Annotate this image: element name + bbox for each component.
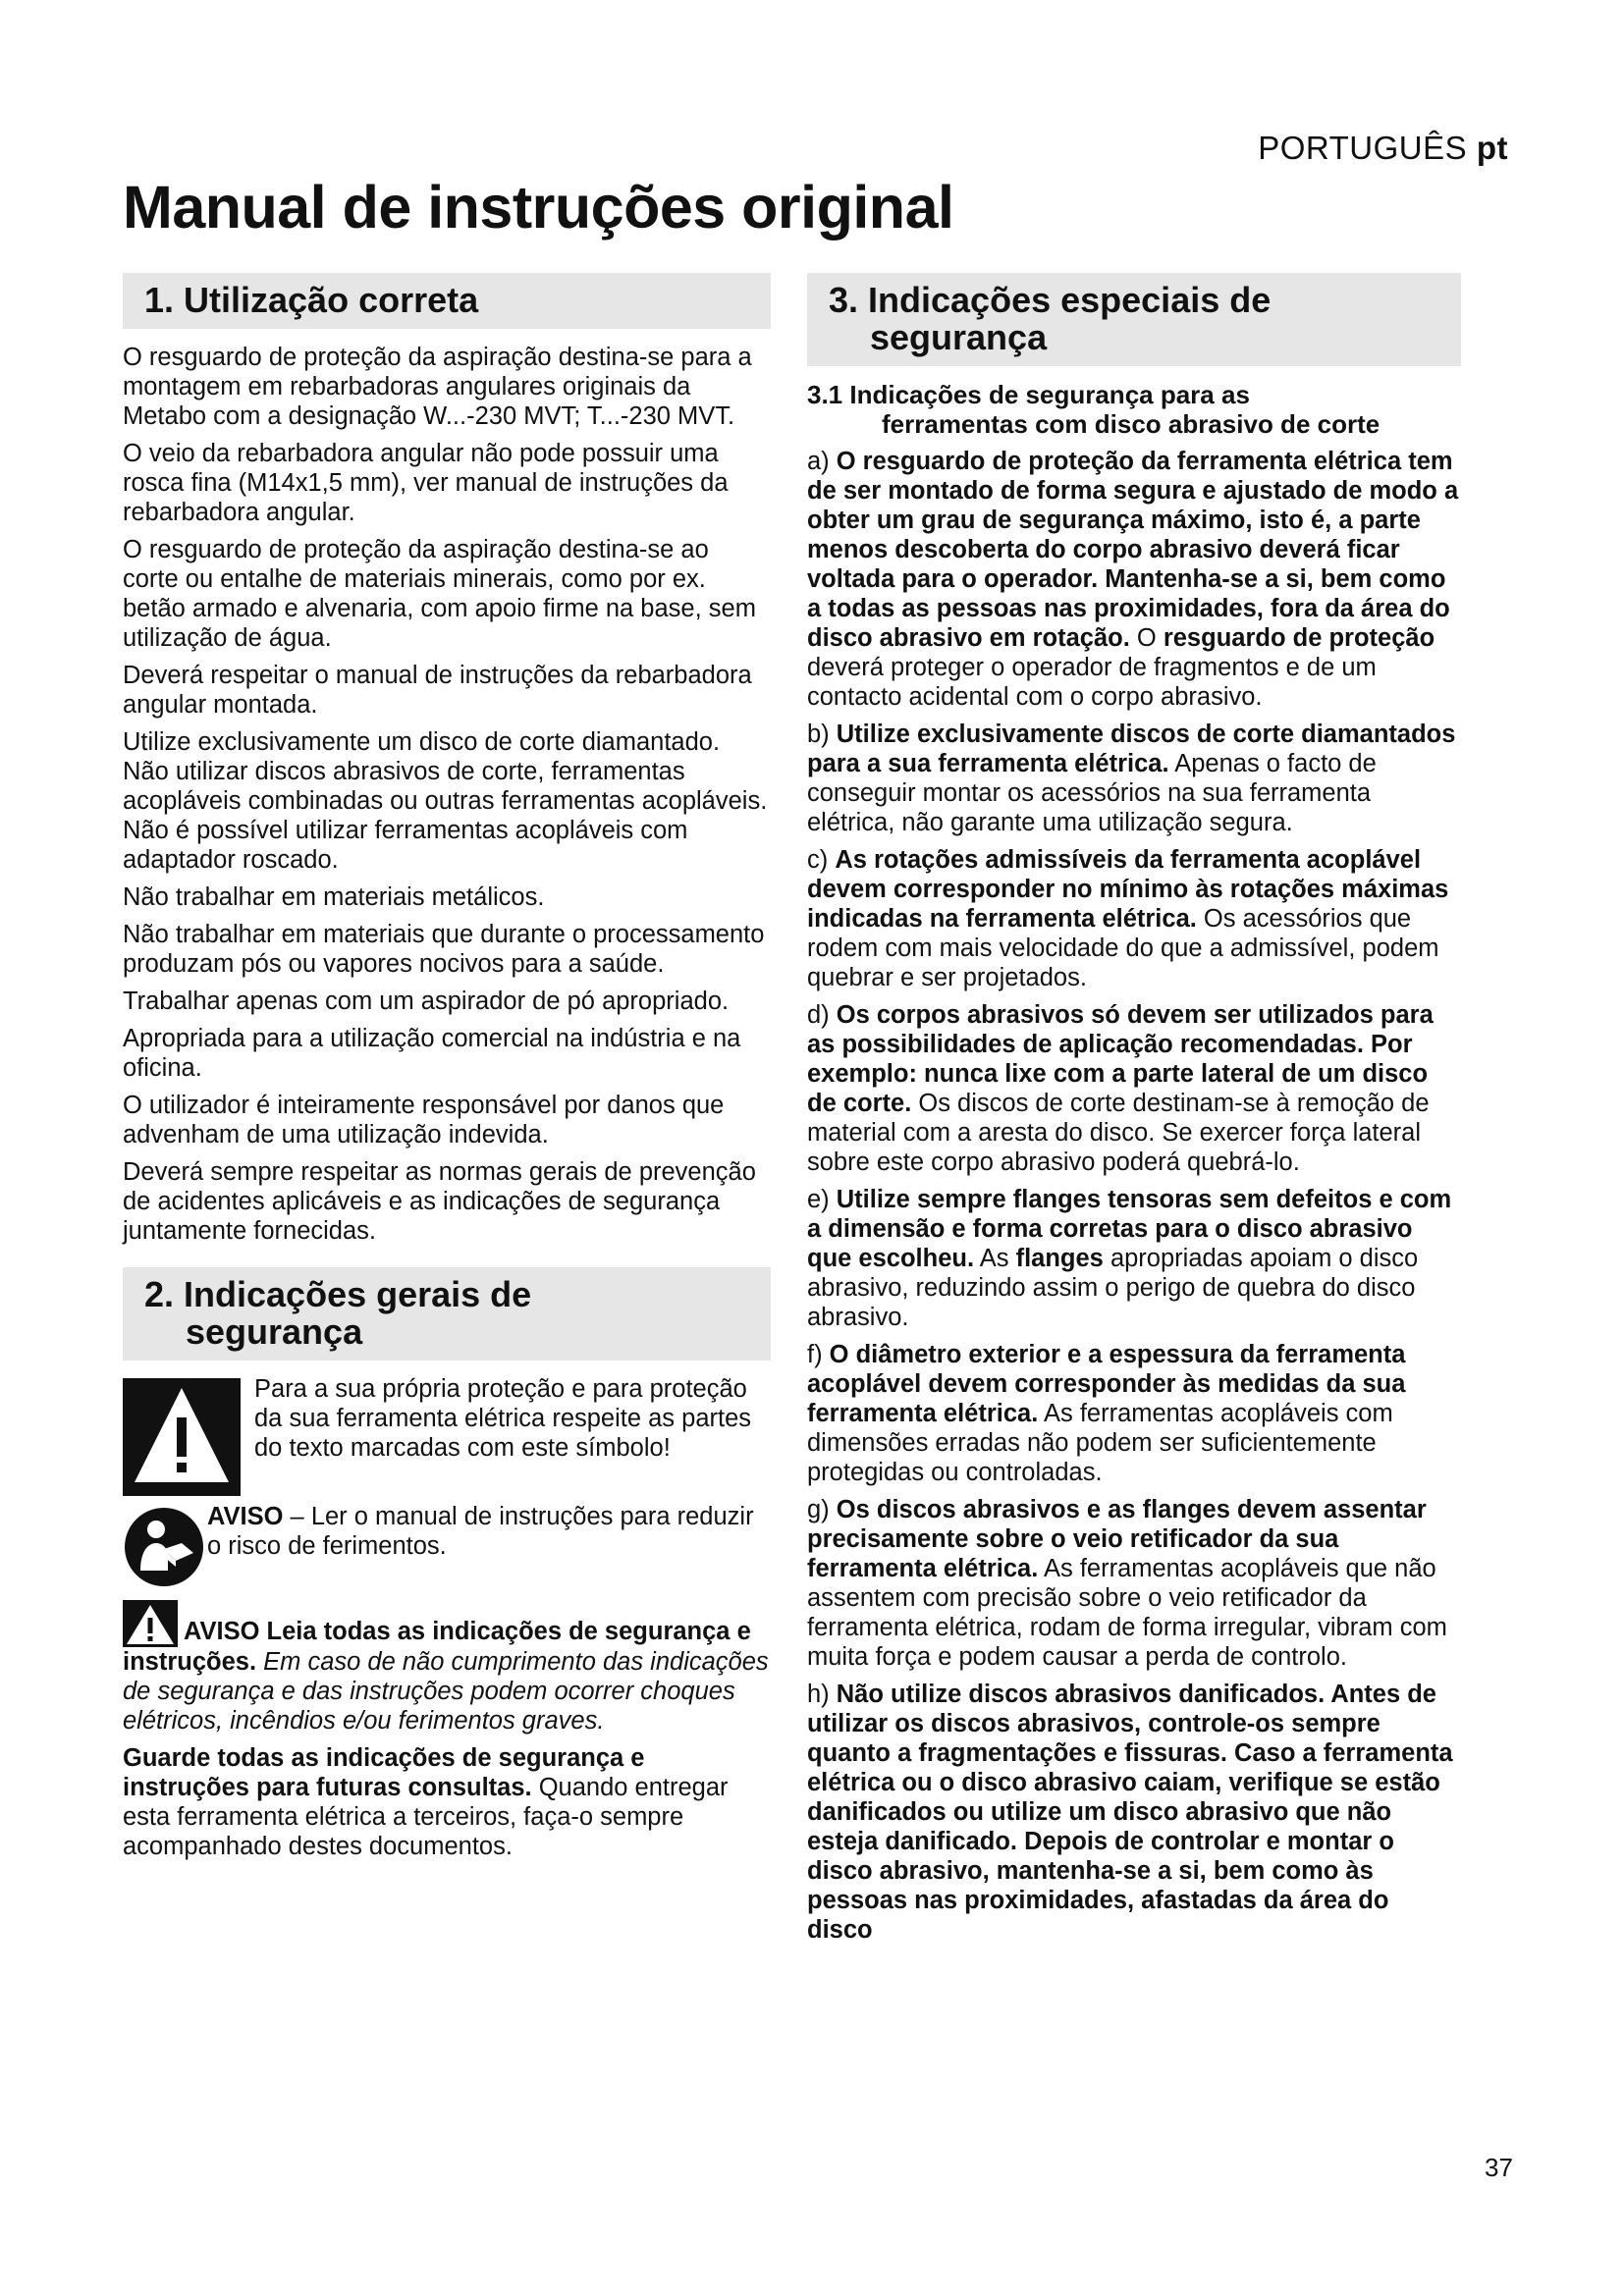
item-bold-text: Utilize exclusivamente discos de corte diamantados para a sua ferramenta elétrica. — [807, 721, 1456, 777]
item-marker: f) — [807, 1341, 830, 1368]
item-marker: e) — [807, 1186, 837, 1213]
page-title: Manual de instruções original — [123, 174, 954, 240]
safety-item-h — [807, 1680, 1461, 1945]
section-2-heading-line1: 2. Indicações gerais de — [144, 1274, 532, 1314]
aviso-label: AVISO — [207, 1503, 284, 1530]
page-number: 37 — [1485, 2153, 1513, 2182]
read-manual-note — [123, 1502, 771, 1588]
section-2-heading — [123, 1267, 771, 1361]
item-text: As ferramentas acopláveis com dimensões erradas não podem ser suficientemente protegidas ou controladas. — [807, 1400, 1393, 1486]
section-1-heading: 1. Utilização correta — [123, 273, 771, 329]
safety-item-c — [807, 845, 1461, 992]
section-1-paragraph: Deverá respeitar o manual de instruções da rebarbadora angular montada. — [123, 662, 752, 719]
symbol-note-text: Para a sua própria proteção e para proteção da sua ferramenta elétrica respeite as partes do texto marcadas com este símbolo! — [254, 1375, 752, 1462]
warning-triangle-icon — [123, 1600, 178, 1647]
item-marker: c) — [807, 846, 836, 874]
warning-paragraph — [123, 1600, 771, 1735]
section-1-paragraph: Deverá sempre respeitar as normas gerais de prevenção de acidentes aplicáveis e as indicações de segurança juntamente fornecidas. — [123, 1158, 756, 1245]
language-code: pt — [1476, 130, 1508, 166]
item-bold-text: O diâmetro exterior e a espessura da ferramenta acoplável devem corresponder às medidas da sua ferramenta elétrica. — [807, 1341, 1406, 1427]
right-column — [807, 273, 1461, 1952]
item-bold-text: Não utilize discos abrasivos danificados. Antes de utilizar os discos abrasivos, controle-os sempre quanto a fragmentações e fissuras. Caso a ferramenta elétrica ou o disco abrasivo caiam, verifique se estão danificados ou utilize um disco abrasivo que não esteja danificado. Depois de controlar e montar o disco abrasivo, mantenha-se a si, bem como às pessoas nas proximidades, afastadas da área do disco — [807, 1681, 1453, 1944]
item-text: As ferramentas acopláveis que não assentem com precisão sobre o veio retificador da ferramenta elétrica, rodam de forma irregular, vibram com muita força e podem causar a perda de controlo. — [807, 1555, 1447, 1671]
safety-item-d — [807, 1000, 1461, 1177]
item-text: Os acessórios que rodem com mais velocidade do que a admissível, podem quebrar e ser projetados. — [807, 905, 1439, 991]
safety-item-e — [807, 1185, 1461, 1332]
item-bold-text: Os corpos abrasivos só devem ser utilizados para as possibilidades de aplicação recomendadas. Por exemplo: nunca lixe com a parte lateral de um disco de corte. — [807, 1001, 1434, 1117]
item-text: Os discos de corte destinam-se à remoção de material com a aresta do disco. Se exercer força lateral sobre este corpo abrasivo poderá quebrá-lo. — [807, 1090, 1430, 1176]
section-1-paragraph: Trabalhar apenas com um aspirador de pó apropriado. — [123, 988, 730, 1015]
section-1-paragraph: Apropriada para a utilização comercial na indústria e na oficina. — [123, 1025, 741, 1082]
section-3-heading-line1: 3. Indicações especiais de — [829, 280, 1272, 320]
read-manual-icon — [123, 1506, 205, 1588]
keep-bold-text: Guarde todas as indicações de segurança e instruções para futuras consultas. — [123, 1744, 645, 1801]
subsection-heading-line2: ferramentas com disco abrasivo de corte — [882, 409, 1380, 439]
item-text: O — [1129, 624, 1164, 652]
item-bold-text: resguardo de proteção — [1163, 624, 1435, 652]
read-manual-text — [207, 1502, 771, 1561]
section-1-paragraph: Não trabalhar em materiais metálicos. — [123, 883, 545, 911]
subsection-3-1-heading — [807, 380, 1461, 439]
symbol-note — [123, 1374, 771, 1496]
safety-item-g — [807, 1495, 1461, 1672]
keep-instructions-paragraph — [123, 1743, 771, 1861]
section-3-heading-line2: segurança — [870, 317, 1048, 357]
aviso-text: – Ler o manual de instruções para reduzir o risco de ferimentos. — [207, 1503, 754, 1560]
left-column — [123, 273, 771, 1869]
section-2-heading-line2: segurança — [186, 1311, 363, 1352]
warning-triangle-icon — [123, 1378, 241, 1496]
subsection-heading-line1: 3.1 Indicações de segurança para as — [807, 380, 1250, 409]
item-marker: b) — [807, 721, 837, 748]
item-marker: h) — [807, 1681, 837, 1708]
keep-text: Quando entregar esta ferramenta elétrica a terceiros, faça-o sempre acompanhado destes documentos. — [123, 1774, 729, 1860]
safety-item-f — [807, 1340, 1461, 1487]
item-bold-text: Os discos abrasivos e as flanges devem assentar precisamente sobre o veio retificador da sua ferramenta elétrica. — [807, 1496, 1427, 1582]
section-1-paragraph: O resguardo de proteção da aspiração destina-se para a montagem em rebarbadoras angulares originais da Metabo com a designação W...-230 MVT; T...-230 MVT. — [123, 344, 752, 430]
item-marker: g) — [807, 1496, 837, 1523]
warning-italic-text: Em caso de não cumprimento das indicações de segurança e das instruções podem ocorrer choques elétricos, incêndios e/ou ferimentos graves. — [123, 1648, 769, 1735]
section-3-heading — [807, 273, 1461, 366]
item-text: deverá proteger o operador de fragmentos e de um contacto acidental com o corpo abrasivo. — [807, 654, 1377, 711]
language-label — [1258, 130, 1508, 167]
safety-item-a — [807, 447, 1461, 712]
language-name: PORTUGUÊS — [1258, 130, 1468, 166]
section-1-paragraph: O utilizador é inteiramente responsável por danos que advenham de uma utilização indevida. — [123, 1092, 725, 1148]
section-1-paragraph: Utilize exclusivamente um disco de corte diamantado. Não utilizar discos abrasivos de corte, ferramentas acopláveis combinadas ou outras ferramentas acopláveis. Não é possível utilizar ferramentas acopláveis com adaptador roscado. — [123, 728, 768, 874]
item-bold-text: As rotações admissíveis da ferramenta acoplável devem corresponder no mínimo às rotações máximas indicadas na ferramenta elétrica. — [807, 846, 1449, 933]
item-bold-text: Utilize sempre flanges tensoras sem defeitos e com a dimensão e forma corretas para o disco abrasivo que escolheu. — [807, 1186, 1452, 1272]
item-bold-text: O resguardo de proteção da ferramenta elétrica tem de ser montado de forma segura e ajustado de modo a obter um grau de segurança máximo, isto é, a parte menos descoberta do corpo abrasivo deverá ficar voltada para o operador. Mantenha-se a si, bem como a todas as pessoas nas proximidades, fora da área do disco abrasivo em rotação. — [807, 448, 1459, 652]
section-1-paragraph: O veio da rebarbadora angular não pode possuir uma rosca fina (M14x1,5 mm), ver manual de instruções da rebarbadora angular. — [123, 440, 729, 526]
item-bold-text: flanges — [1015, 1245, 1104, 1272]
section-1-paragraph: O resguardo de proteção da aspiração destina-se ao corte ou entalhe de materiais minerais, como por ex. betão armado e alvenaria, com apoio firme na base, sem utilização de água. — [123, 536, 756, 652]
item-text: apropriadas apoiam o disco abrasivo, reduzindo assim o perigo de quebra do disco abrasivo. — [807, 1245, 1419, 1331]
item-text: As — [974, 1245, 1016, 1272]
item-marker: a) — [807, 448, 837, 475]
item-text: Apenas o facto de conseguir montar os acessórios na sua ferramenta elétrica, não garante uma utilização segura. — [807, 750, 1377, 836]
item-marker: d) — [807, 1001, 837, 1029]
safety-item-b — [807, 720, 1461, 837]
warning-bold-text: AVISO Leia todas as indicações de segurança e instruções. — [123, 1618, 751, 1676]
section-1-paragraph: Não trabalhar em materiais que durante o processamento produzam pós ou vapores nocivos para a saúde. — [123, 921, 765, 978]
